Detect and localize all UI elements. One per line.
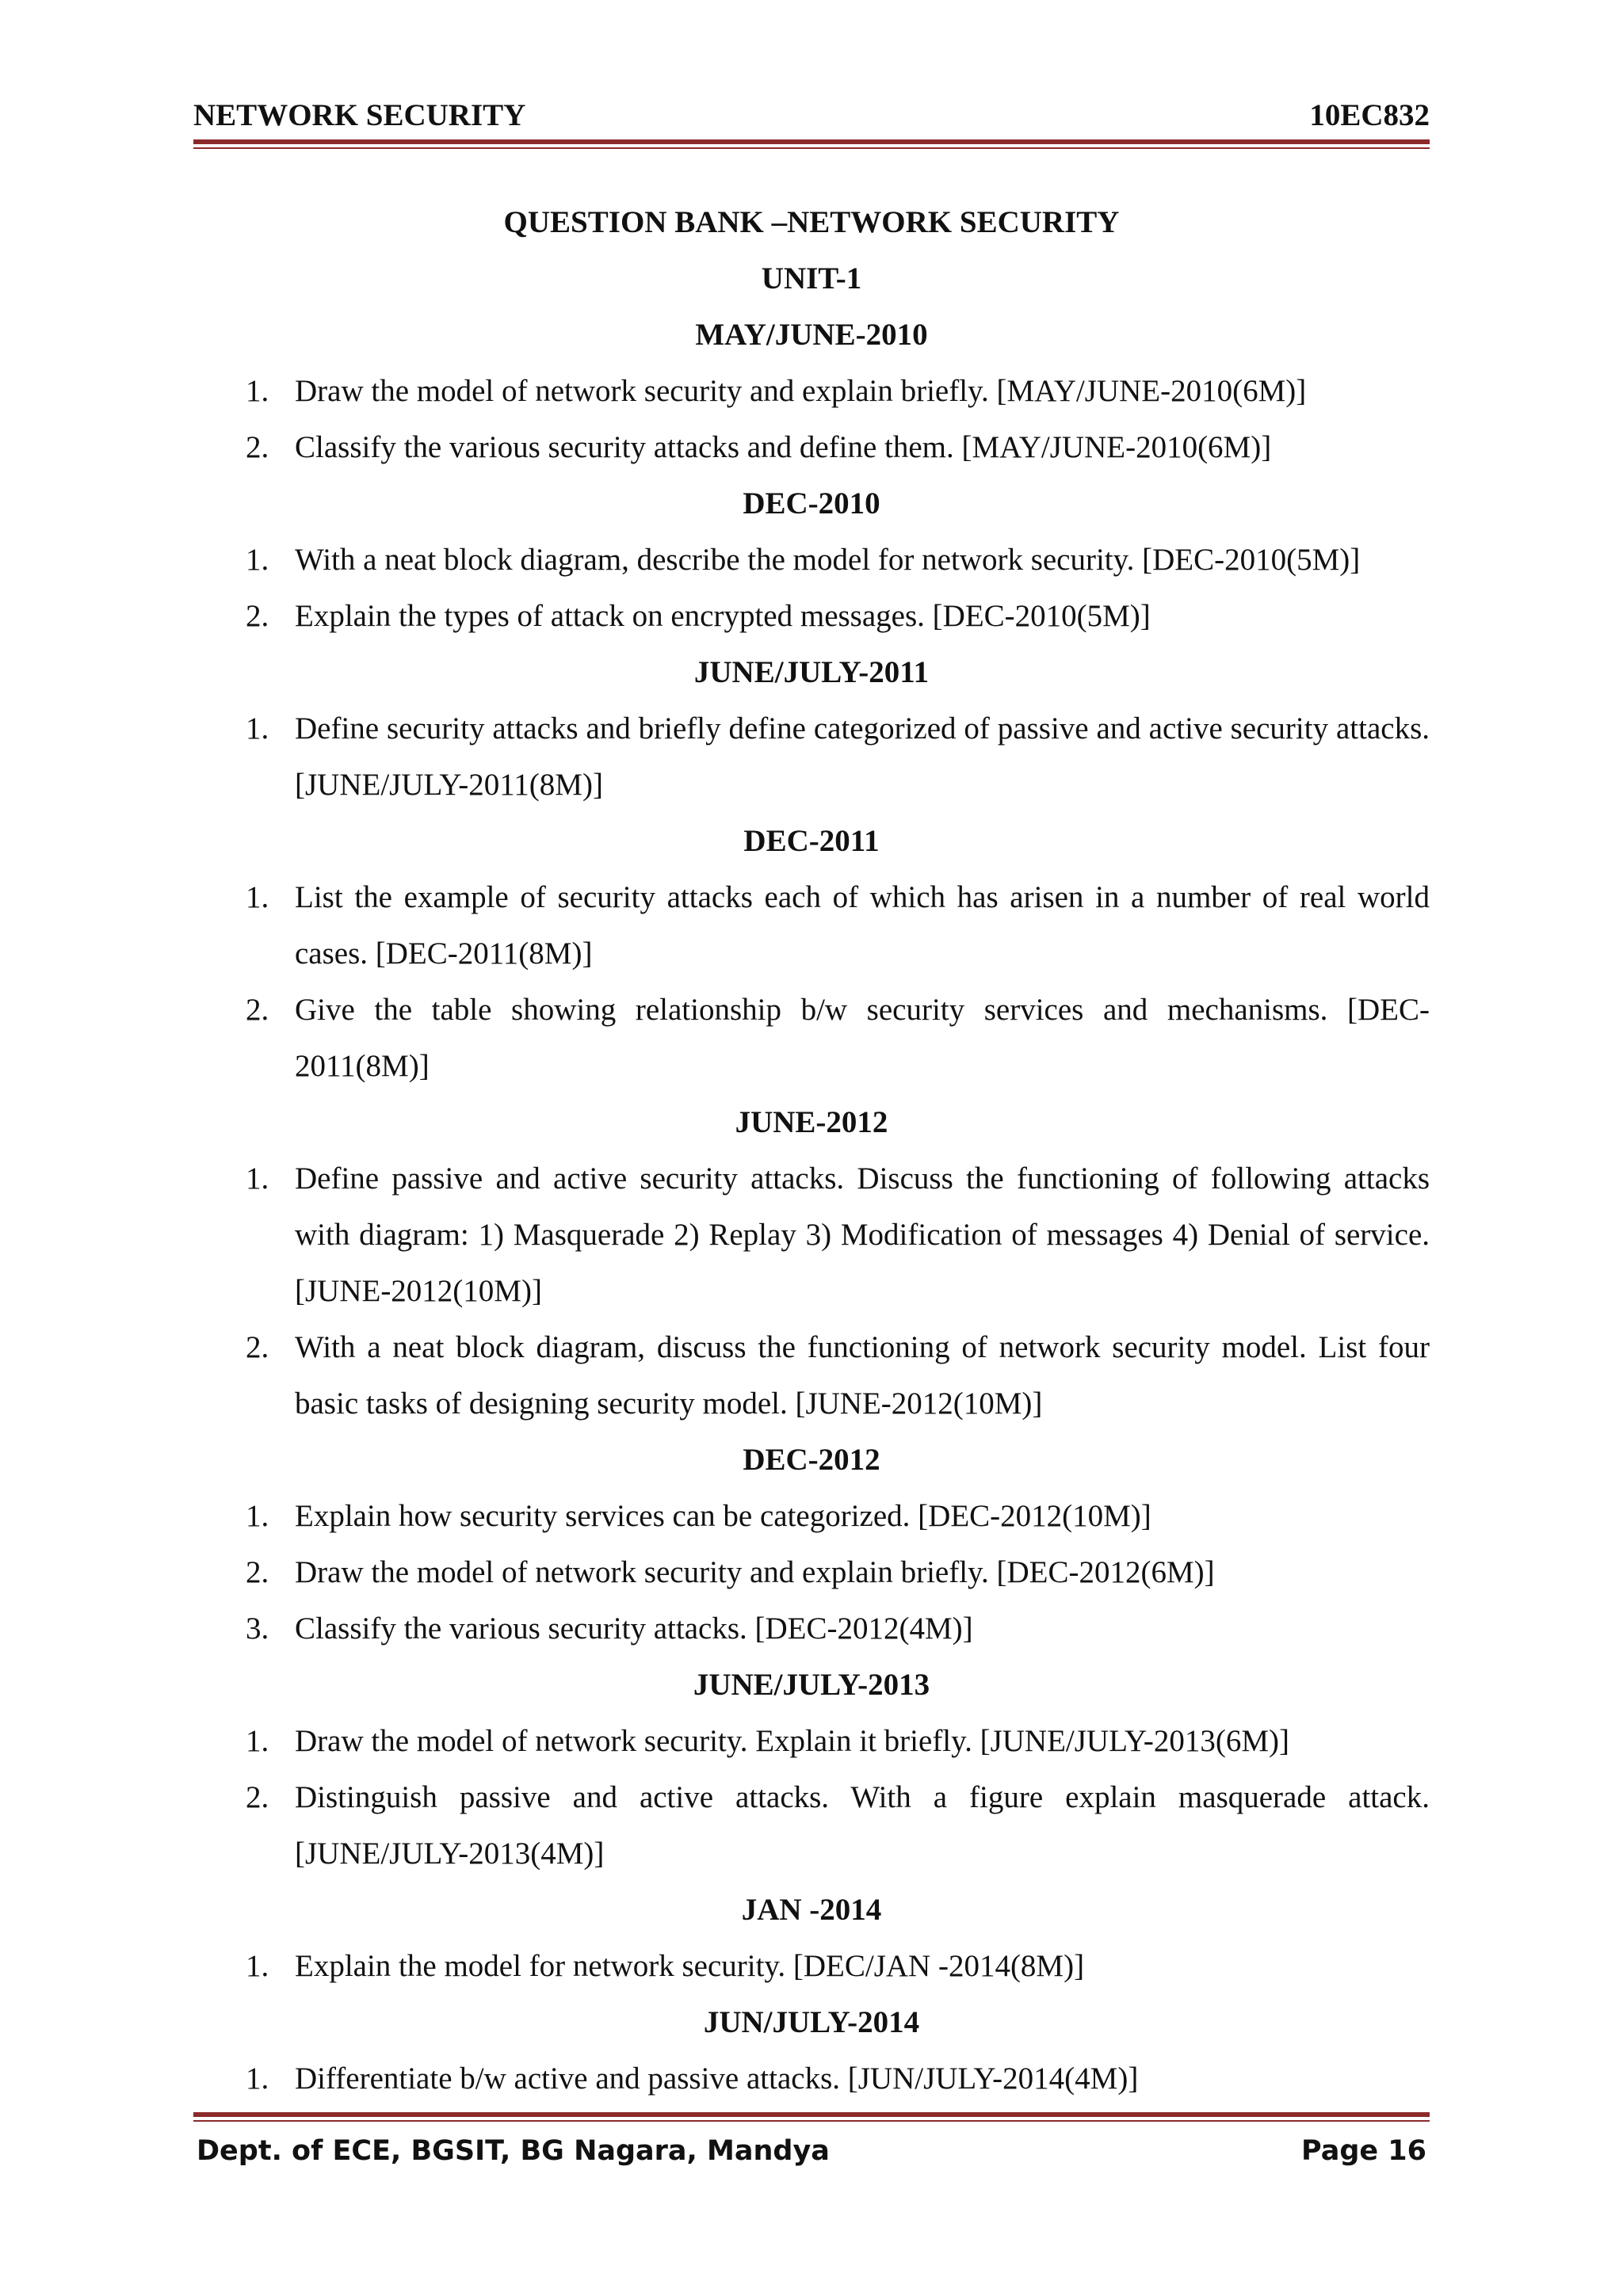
- question-item: [193, 700, 1430, 813]
- exam-session-heading: DEC-2010: [743, 486, 880, 521]
- question-number: 1.: [246, 1949, 269, 1983]
- exam-session-heading: DEC-2011: [743, 824, 880, 858]
- question-number: 2.: [246, 1330, 269, 1364]
- question-item: [193, 869, 1430, 982]
- exam-session-heading: JUN/JULY-2014: [703, 2005, 920, 2039]
- question-text: Distinguish passive and active attacks. With a figure explain masquerade attack. [JUNE/JULY-2013(4M)]: [295, 1780, 1430, 1871]
- exam-session-heading: MAY/JUNE-2010: [695, 318, 928, 352]
- question-number: 1.: [246, 2061, 269, 2096]
- question-item: [193, 588, 1430, 644]
- question-item: [193, 532, 1430, 588]
- question-number: 2.: [246, 599, 269, 633]
- question-number: 1.: [246, 711, 269, 746]
- question-item: [193, 419, 1430, 475]
- question-item: [193, 982, 1430, 1094]
- question-item: [193, 363, 1430, 419]
- question-number: 1.: [246, 1499, 269, 1533]
- question-item: [193, 1769, 1430, 1882]
- exam-session-heading: JAN -2014: [741, 1893, 882, 1927]
- exam-session-heading: DEC-2012: [743, 1443, 880, 1477]
- question-number: 2.: [246, 430, 269, 464]
- footer-rule-thin: [193, 2120, 1430, 2122]
- question-item: [193, 1713, 1430, 1769]
- header-rule: [193, 139, 1430, 144]
- question-text: Explain the model for network security. [DEC/JAN -2014(8M)]: [295, 1949, 1085, 1983]
- exam-sections: [193, 307, 1430, 2107]
- page-header: [193, 95, 1430, 136]
- exam-session-heading: JUNE/JULY-2013: [693, 1668, 930, 1702]
- question-text: With a neat block diagram, describe the model for network security. [DEC-2010(5M)]: [295, 543, 1361, 577]
- question-text: Define passive and active security attacks. Discuss the functioning of following attacks with diagram: 1) Masquerade 2) Replay 3) Modification of messages 4) Denial of service. [JUNE-2012(10M)]: [295, 1161, 1430, 1308]
- question-text: Differentiate b/w active and passive attacks. [JUN/JULY-2014(4M)]: [295, 2061, 1139, 2096]
- header-course-title: NETWORK SECURITY: [193, 98, 526, 132]
- question-number: 1.: [246, 880, 269, 914]
- header-course-code: 10EC832: [1309, 98, 1430, 132]
- question-number: 1.: [246, 374, 269, 408]
- question-number: 2.: [246, 1555, 269, 1589]
- question-item: [193, 2050, 1430, 2107]
- question-item: [193, 1150, 1430, 1319]
- question-number: 2.: [246, 1780, 269, 1814]
- document-title: QUESTION BANK –NETWORK SECURITY: [503, 205, 1120, 239]
- unit-heading: UNIT-1: [761, 261, 862, 296]
- question-item: [193, 1938, 1430, 1994]
- question-number: 3.: [246, 1611, 269, 1646]
- question-text: Draw the model of network security and explain briefly. [DEC-2012(6M)]: [295, 1555, 1215, 1589]
- question-bank-body: [193, 194, 1430, 2107]
- question-item: [193, 1600, 1430, 1657]
- question-text: Give the table showing relationship b/w security services and mechanisms. [DEC-2011(8M)]: [295, 993, 1430, 1083]
- footer-page-number: Page 16: [1300, 2135, 1426, 2167]
- exam-session-heading: JUNE-2012: [735, 1105, 888, 1139]
- footer-department: Dept. of ECE, BGSIT, BG Nagara, Mandya: [197, 2135, 830, 2167]
- question-text: Define security attacks and briefly define categorized of passive and active security attacks. [JUNE/JULY-2011(8M)]: [295, 711, 1430, 802]
- question-number: 2.: [246, 993, 269, 1027]
- header-rule-thin: [193, 147, 1430, 149]
- question-number: 1.: [246, 1161, 269, 1196]
- question-item: [193, 1544, 1430, 1600]
- question-text: With a neat block diagram, discuss the functioning of network security model. List four basic tasks of designing security model. [JUNE-2012(10M)]: [295, 1330, 1430, 1421]
- question-text: Explain how security services can be categorized. [DEC-2012(10M)]: [295, 1499, 1151, 1533]
- question-text: Draw the model of network security and explain briefly. [MAY/JUNE-2010(6M)]: [295, 374, 1307, 408]
- question-number: 1.: [246, 543, 269, 577]
- question-text: Explain the types of attack on encrypted messages. [DEC-2010(5M)]: [295, 599, 1151, 633]
- question-text: Classify the various security attacks. [DEC-2012(4M)]: [295, 1611, 973, 1646]
- question-item: [193, 1319, 1430, 1432]
- page-footer: [197, 2131, 1426, 2171]
- question-number: 1.: [246, 1724, 269, 1758]
- question-text: Draw the model of network security. Explain it briefly. [JUNE/JULY-2013(6M)]: [295, 1724, 1289, 1758]
- question-item: [193, 1488, 1430, 1544]
- exam-session-heading: JUNE/JULY-2011: [693, 655, 930, 689]
- footer-rule: [193, 2112, 1430, 2117]
- question-text: List the example of security attacks each of which has arisen in a number of real world cases. [DEC-2011(8M)]: [295, 880, 1430, 971]
- question-text: Classify the various security attacks and define them. [MAY/JUNE-2010(6M)]: [295, 430, 1272, 464]
